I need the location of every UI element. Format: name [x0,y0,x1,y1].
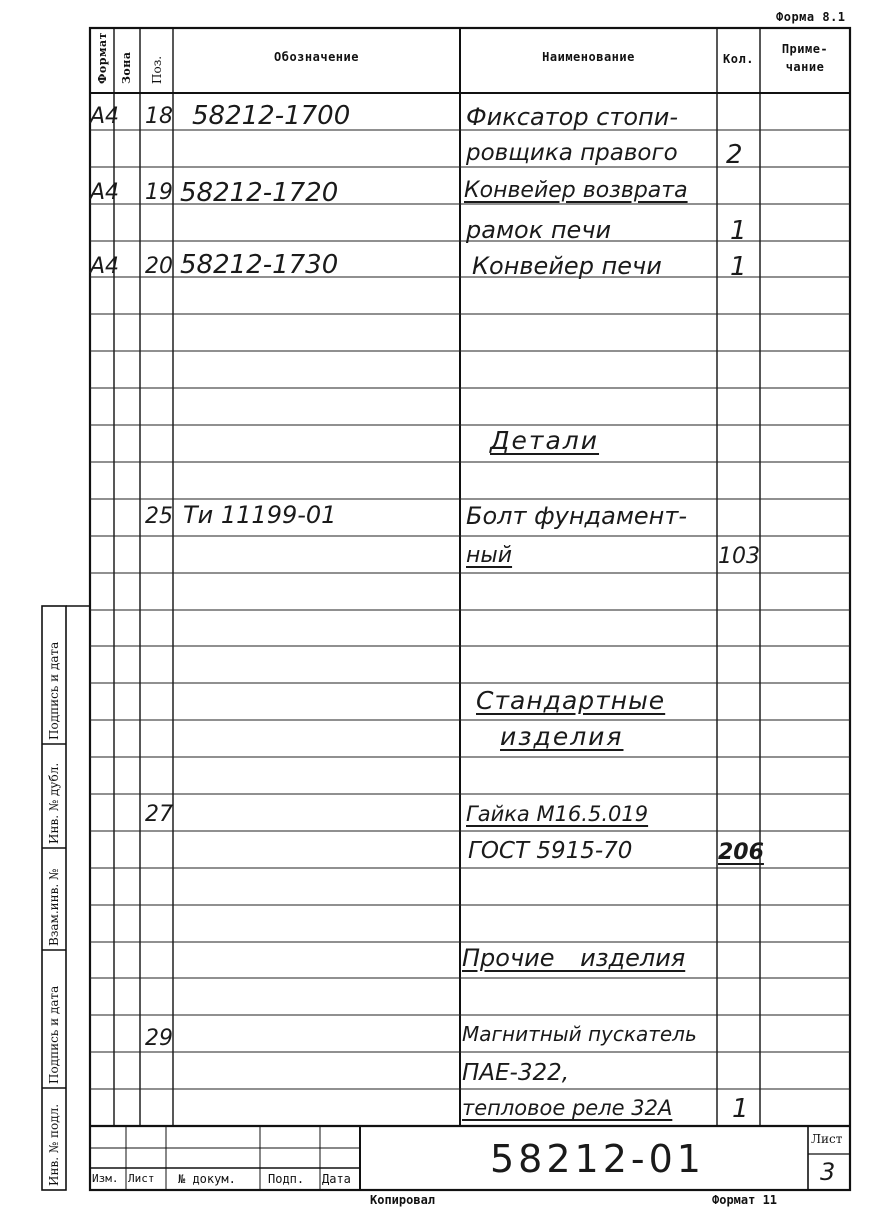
entry-designation: 58212-1730 [180,250,339,280]
entry-name-line-1: Магнитный пускатель [462,1022,697,1046]
header-qty: Кол. [723,52,754,66]
footer-format: Формат 11 [712,1193,778,1207]
entry-name-line-2: ГОСТ 5915-70 [468,838,633,864]
side-inv-dubl: Инв. № дубл. [47,762,61,844]
section-heading: Прочие изделия [462,944,686,972]
section-heading-line-2: изделия [500,722,624,751]
entry-qty: 1 [732,1094,749,1124]
sheet-label: Лист [811,1132,843,1146]
document-number: 58212-01 [490,1137,705,1181]
entry-name-line-1: Конвейер возврата [464,178,688,203]
footer-copied: Копировал [370,1193,436,1207]
header-pos: Поз. [150,55,164,84]
side-sign-date-2: Подпись и дата [47,641,61,740]
header-zone: Зона [120,51,133,84]
header-format: Формат [96,32,109,84]
entry-name-line-1: Конвейер печи [472,252,662,280]
side-sign-date-1: Подпись и дата [47,985,61,1084]
entry-pos: 20 [145,254,173,279]
header-note-2: чание [785,60,825,74]
entry-qty: 1 [730,252,747,282]
entry-format: А4 [90,180,120,205]
entry-name-line-2: ПАЕ-322, [462,1060,570,1086]
entry-name-line-2: рамок печи [466,216,612,244]
header-name: Наименование [542,50,635,64]
entry-format: А4 [90,254,120,279]
title-izm: Изм. [92,1172,119,1185]
entry-designation: 58212-1700 [192,101,351,131]
entry-qty: 206 [718,840,764,865]
entry-format: А4 [90,104,120,129]
entry-pos: 19 [145,180,173,205]
entry-name-line-2: ный [466,543,513,568]
entry-name-line-1: Фиксатор стопи- [466,103,678,131]
entry-name-line-2: ровщика правого [466,140,678,166]
entry-name-line-1: Болт фундамент- [466,502,688,530]
title-sign: Подп. [268,1172,305,1186]
header-designation: Обозначение [274,50,359,64]
title-date: Дата [322,1172,351,1186]
section-heading: Детали [490,426,600,455]
entry-name-line-1: Гайка М16.5.019 [466,802,649,826]
title-list: Лист [128,1172,155,1185]
form-label: Форма 8.1 [776,10,846,24]
entry-qty: 1 [730,216,747,246]
entry-pos: 29 [145,1026,173,1051]
entry-name-line-3: тепловое реле 32А [462,1096,673,1120]
side-vzam-inv: Взам.инв. № [47,868,61,946]
header-note-1: Приме- [781,42,829,56]
entry-pos: 25 [145,504,173,529]
section-heading-line-1: Стандартные [476,686,666,715]
entry-designation: 58212-1720 [180,178,339,208]
sheet-number: 3 [820,1158,836,1186]
entry-qty: 103 [718,544,760,569]
title-doc-no: № докум. [178,1172,236,1186]
entry-pos: 27 [145,802,173,827]
entry-designation: Ти 11199-01 [183,501,337,529]
side-inv-orig: Инв. № подл. [47,1103,61,1186]
entry-qty: 2 [726,140,743,170]
entry-pos: 18 [145,104,173,129]
